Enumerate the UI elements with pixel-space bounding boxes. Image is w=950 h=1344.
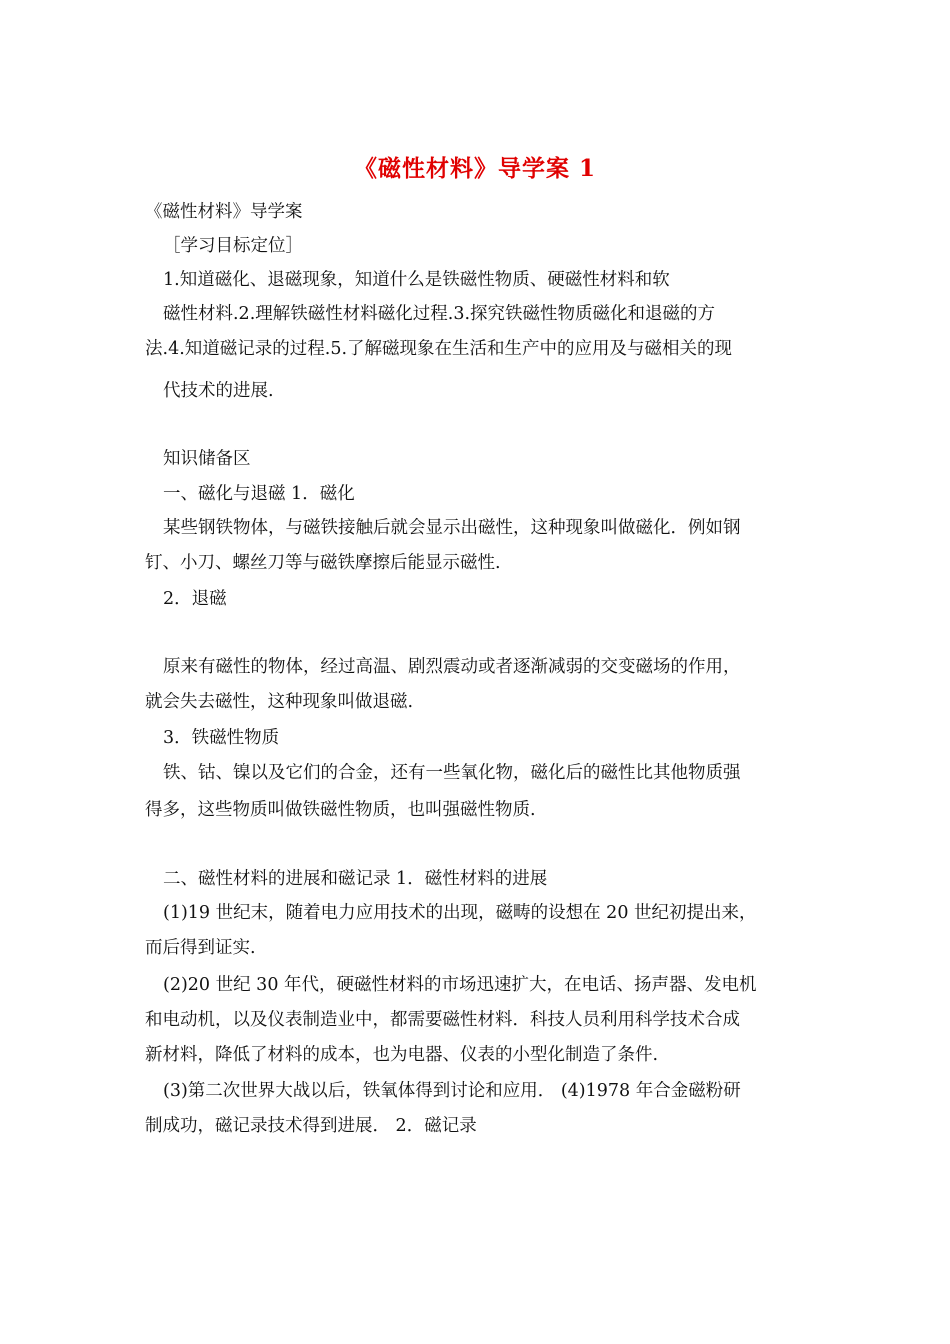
text-line: 就会失去磁性，这种现象叫做退磁.	[145, 692, 414, 712]
document-title: 《磁性材料》导学案 1	[353, 155, 596, 182]
section-heading: 知识储备区	[163, 449, 251, 469]
text-line: (2)20 世纪 30 年代，硬磁性材料的市场迅速扩大，在电话、扬声器、发电机	[163, 975, 757, 995]
text-line: (1)19 世纪末，随着电力应用技术的出现，磁畴的设想在 20 世纪初提出来，	[163, 903, 757, 923]
text-line: 而后得到证实.	[145, 938, 256, 958]
section-heading: 二、磁性材料的进展和磁记录 1．磁性材料的进展	[163, 869, 548, 889]
text-line: 磁性材料.2.理解铁磁性材料磁化过程.3.探究铁磁性物质磁化和退磁的方	[163, 304, 716, 324]
text-line: 某些钢铁物体，与磁铁接触后就会显示出磁性，这种现象叫做磁化．例如钢	[163, 518, 741, 538]
text-line: 1.知道磁化、退磁现象，知道什么是铁磁性物质、硬磁性材料和软	[163, 270, 670, 290]
text-line: 新材料，降低了材料的成本，也为电器、仪表的小型化制造了条件.	[145, 1045, 659, 1065]
text-line: 2．退磁	[163, 589, 227, 609]
text-line: 《磁性材料》导学案	[145, 202, 303, 222]
text-line: 铁、钴、镍以及它们的合金，还有一些氧化物，磁化后的磁性比其他物质强	[163, 763, 741, 783]
text-line: 3．铁磁性物质	[163, 728, 280, 748]
text-line: 法.4.知道磁记录的过程.5.了解磁现象在生活和生产中的应用及与磁相关的现	[145, 339, 733, 359]
text-line: ［学习目标定位］	[163, 236, 303, 256]
text-line: 得多，这些物质叫做铁磁性物质，也叫强磁性物质.	[145, 800, 536, 820]
section-heading: 一、磁化与退磁 1．磁化	[163, 484, 355, 504]
text-line: 钉、小刀、螺丝刀等与磁铁摩擦后能显示磁性.	[145, 553, 501, 573]
text-line: 代技术的进展.	[163, 381, 274, 401]
text-line: 制成功，磁记录技术得到进展． 2．磁记录	[145, 1116, 477, 1136]
text-line: 和电动机，以及仪表制造业中，都需要磁性材料．科技人员利用科学技术合成	[145, 1010, 740, 1030]
text-line: 原来有磁性的物体，经过高温、剧烈震动或者逐渐减弱的交变磁场的作用，	[163, 657, 741, 677]
text-line: (3)第二次世界大战以后，铁氧体得到讨论和应用． (4)1978 年合金磁粉研	[163, 1081, 741, 1101]
